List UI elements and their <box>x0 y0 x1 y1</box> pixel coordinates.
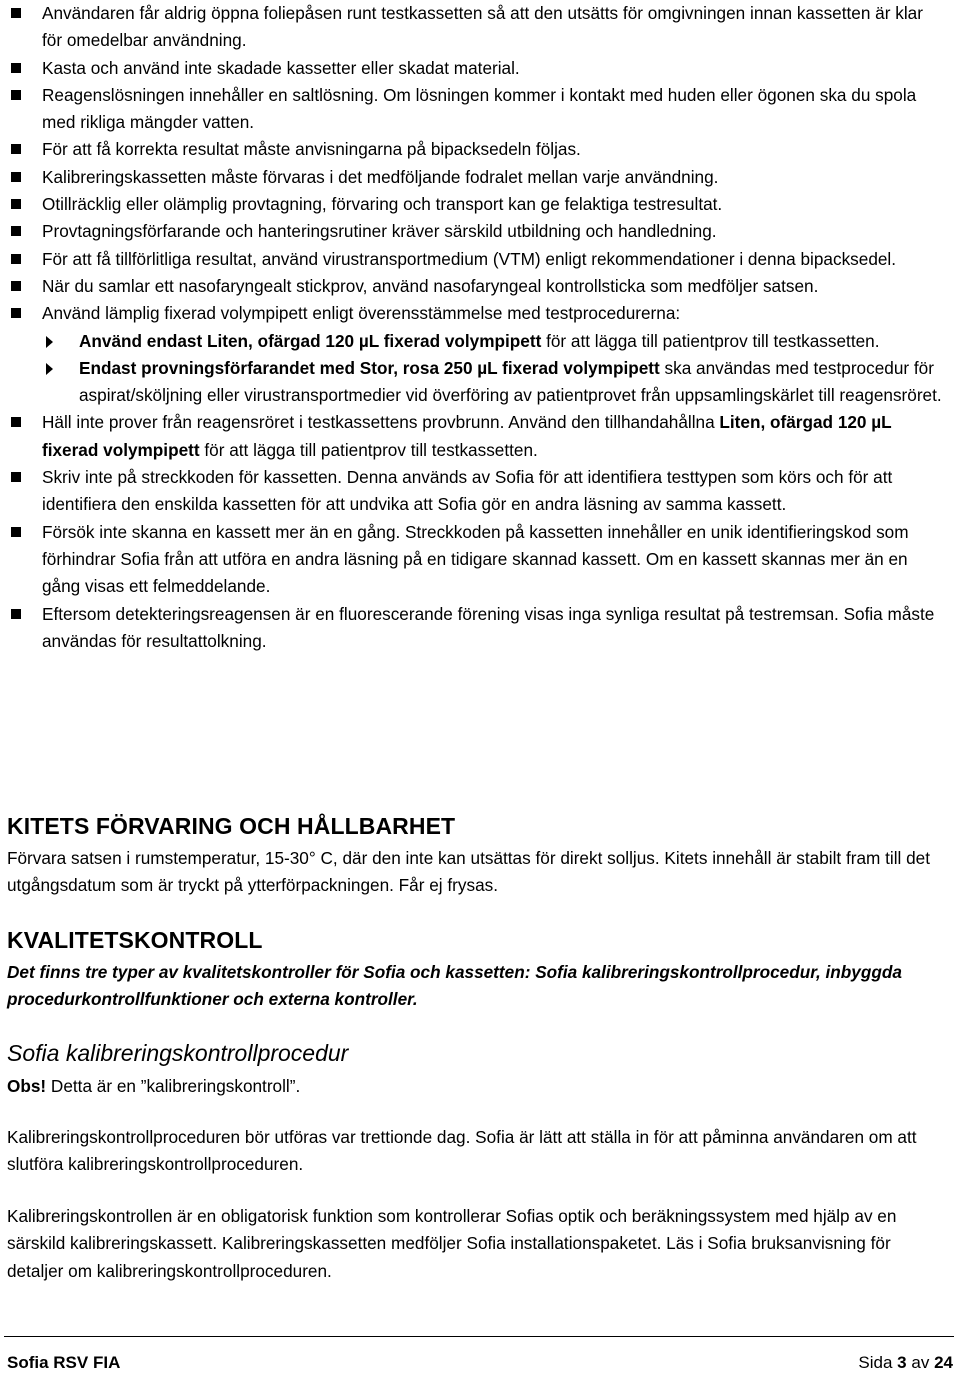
list-item: Använd lämplig fixerad volympipett enligt överensstämmelse med testprocedurerna: Använd endast Liten, ofärgad 120 µL fixerad volympipett för att lägga till patientprov till testkassetten. Endast provningsförfarandet med Stor, rosa 250 µL fixerad volympipett ska användas med testprocedur för aspirat/sköljning eller virustransportmedier vid överföring av patientprovet från uppsamlingskärlet till reagensröret. <box>10 300 945 409</box>
square-bullet-icon <box>11 172 21 182</box>
square-bullet-icon <box>11 281 21 291</box>
pipette-sub-list <box>42 328 945 410</box>
square-bullet-icon <box>11 472 21 482</box>
obs-text: Detta är en ”kalibreringskontroll”. <box>46 1076 301 1096</box>
list-item: Eftersom detekteringsreagensen är en fluorescerande förening visas inga synliga resultat på testremsan. Sofia måste användas för resultattolkning. <box>10 601 945 656</box>
obs-note <box>7 1073 947 1100</box>
triangle-bullet-icon <box>46 336 53 348</box>
sub-list-item: Använd endast Liten, ofärgad 120 µL fixerad volympipett för att lägga till patientprov till testkassetten. <box>42 328 945 355</box>
list-item: Reagenslösningen innehåller en saltlösning. Om lösningen kommer i kontakt med huden eller ögonen ska du spola med rikliga mängder vatten. <box>10 82 945 137</box>
list-item: Försök inte skanna en kassett mer än en gång. Streckkoden på kassetten innehåller en unik identifieringskod som förhindrar Sofia från att utföra en andra läsning på en tidigare skannad kassett. Om en kassett skannas mer än en gång visas ett felmeddelande. <box>10 519 945 601</box>
triangle-bullet-icon <box>46 363 53 375</box>
list-item: För att få tillförlitliga resultat, använd virustransportmedium (VTM) enligt rekommendationer i denna bipacksedel. <box>10 246 945 273</box>
sub-list-item: Endast provningsförfarandet med Stor, rosa 250 µL fixerad volympipett ska användas med testprocedur för aspirat/sköljning eller virustransportmedier vid överföring av patientprovet från uppsamlingskärlet till reagensröret. <box>42 355 945 410</box>
list-item: Användaren får aldrig öppna foliepåsen runt testkassetten så att den utsätts för omgivningen innan kassetten är klar för omedelbar användning. <box>10 0 945 55</box>
precautions-list <box>10 0 945 655</box>
quality-intro: Det finns tre typer av kvalitetskontroller för Sofia och kassetten: Sofia kalibreringskontrollprocedur, inbyggda procedurkontrollfunktioner och externa kontroller. <box>7 962 902 1010</box>
list-item: Provtagningsförfarande och hanteringsrutiner kräver särskild utbildning och handledning. <box>10 218 945 245</box>
list-item: För att få korrekta resultat måste anvisningarna på bipacksedeln följas. <box>10 136 945 163</box>
list-item: Kasta och använd inte skadade kassetter eller skadat material. <box>10 55 945 82</box>
square-bullet-icon <box>11 8 21 18</box>
square-bullet-icon <box>11 609 21 619</box>
calibration-para-2: Kalibreringskontrollen är en obligatorisk funktion som kontrollerar Sofias optik och beräkningssystem med hjälp av en särskild kalibreringskassett. Kalibreringskassetten medföljer Sofia installationspaketet. Läs i Sofia bruksanvisning för detaljer om kalibreringskontrollproceduren. <box>7 1206 897 1281</box>
calibration-heading: Sofia kalibreringskontrollprocedur <box>7 1040 349 1066</box>
square-bullet-icon <box>11 254 21 264</box>
list-item: Skriv inte på streckkoden för kassetten. Denna används av Sofia för att identifiera testtypen som körs och för att identifiera den enskilda kassetten för att undvika att Sofia gör en andra läsning av samma kassett. <box>10 464 945 519</box>
square-bullet-icon <box>11 90 21 100</box>
square-bullet-icon <box>11 144 21 154</box>
footer-divider <box>4 1336 954 1337</box>
list-item: Kalibreringskassetten måste förvaras i det medföljande fodralet mellan varje användning. <box>10 164 945 191</box>
calibration-para-1: Kalibreringskontrollproceduren bör utföras var trettionde dag. Sofia är lätt att ställa in för att påminna användaren om att slutföra kalibreringskontrollproceduren. <box>7 1127 917 1175</box>
list-item: Otillräcklig eller olämplig provtagning, förvaring och transport kan ge felaktiga testresultat. <box>10 191 945 218</box>
storage-heading: KITETS FÖRVARING OCH HÅLLBARHET <box>7 813 456 839</box>
square-bullet-icon <box>11 527 21 537</box>
square-bullet-icon <box>11 226 21 236</box>
storage-text: Förvara satsen i rumstemperatur, 15-30° C, där den inte kan utsättas för direkt solljus. Kitets innehåll är stabilt fram till det utgångsdatum som är tryckt på ytterförpackningen. Får ej frysas. <box>7 848 930 896</box>
square-bullet-icon <box>11 63 21 73</box>
quality-heading: KVALITETSKONTROLL <box>7 927 263 953</box>
square-bullet-icon <box>11 308 21 318</box>
square-bullet-icon <box>11 417 21 427</box>
footer-product: Sofia RSV FIA <box>7 1353 121 1372</box>
list-item: När du samlar ett nasofaryngealt stickprov, använd nasofaryngeal kontrollsticka som medföljer satsen. <box>10 273 945 300</box>
square-bullet-icon <box>11 199 21 209</box>
list-item: Häll inte prover från reagensröret i testkassettens provbrunn. Använd den tillhandahållna Liten, ofärgad 120 µL fixerad volympipett för att lägga till patientprov till testkassetten. <box>10 409 945 464</box>
obs-label: Obs! <box>7 1076 47 1096</box>
footer-page-number: Sida 3 av 24 <box>858 1353 953 1372</box>
